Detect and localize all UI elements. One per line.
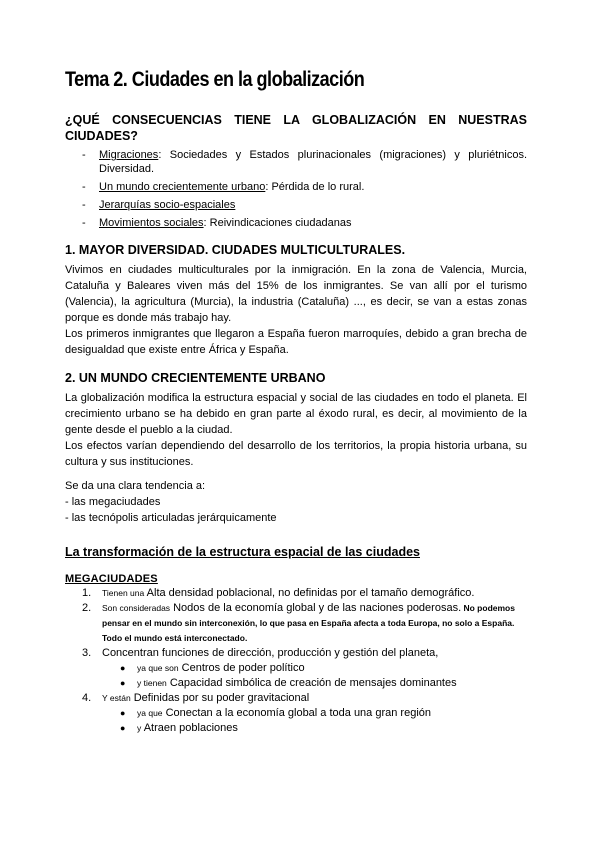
dash-bullet: - bbox=[82, 199, 86, 211]
list-item bbox=[65, 586, 527, 601]
list-item bbox=[65, 180, 527, 194]
section2-paragraph-2: Los efectos varían dependiendo del desarrollo de los territorios, la propia historia urbana, su cultura y sus instituciones. bbox=[65, 440, 527, 468]
item-intro: Son consideradas bbox=[102, 603, 171, 613]
item-note: No podemos pensar en el mundo sin interconexión, lo que pasa en España afecta a toda Europa, no solo a España. Todo el mundo está interconectado. bbox=[102, 603, 515, 643]
list-item bbox=[65, 198, 527, 212]
list-item bbox=[65, 601, 527, 646]
sub-intro: y bbox=[137, 723, 142, 733]
trend-tecnopolis: - las tecnópolis articuladas jerárquicamente bbox=[65, 512, 277, 524]
sub-text: Centros de poder político bbox=[178, 662, 305, 674]
item-number: 1. bbox=[82, 587, 92, 599]
dot-bullet: ● bbox=[120, 678, 126, 688]
section2-heading: 2. UN MUNDO CRECIENTEMENTE URBANO bbox=[65, 371, 326, 385]
item-text: Definidas por su poder gravitacional bbox=[130, 692, 310, 704]
sublist bbox=[102, 706, 527, 736]
sub-intro: ya que son bbox=[137, 663, 179, 673]
trend-megaciudades: - las megaciudades bbox=[65, 496, 161, 508]
main-question: ¿QUÉ CONSECUENCIAS TIENE LA GLOBALIZACIÓN EN NUESTRAS CIUDADES? bbox=[65, 113, 527, 143]
item-intro: Y están bbox=[102, 693, 131, 703]
item-number: 3. bbox=[82, 647, 92, 659]
transformation-heading: La transformación de la estructura espacial de las ciudades bbox=[65, 545, 420, 559]
sub-intro: y tienen bbox=[137, 678, 167, 688]
sub-text: Conectan a la economía global a toda una gran región bbox=[162, 707, 431, 719]
megaciudades-heading: MEGACIUDADES bbox=[65, 573, 158, 585]
dash-bullet: - bbox=[82, 181, 86, 193]
item-number: 2. bbox=[82, 602, 92, 614]
list-item bbox=[65, 646, 527, 691]
item-text: Alta densidad poblacional, no definidas por el tamaño demográfico. bbox=[144, 587, 475, 599]
section2-paragraph-1: La globalización modifica la estructura espacial y social de las ciudades en todo el planeta. El crecimiento urbano se ha debido en gran parte al éxodo rural, es decir, al movimiento de la gente desde el pueblo a la ciudad. bbox=[65, 392, 527, 436]
sub-text: Atraen poblaciones bbox=[141, 722, 238, 734]
document-title: Tema 2. Ciudades en la globalización bbox=[65, 68, 365, 91]
section1-paragraph-1: Vivimos en ciudades multiculturales por la inmigración. En la zona de Valencia, Murcia, Cataluña y Baleares viven más del 15% de los inmigrantes. Se van allí por el turismo (Valencia), la agricultura (Murcia), la industria (Cataluña) ..., es decir, se van a estas zonas porque es donde más trabajo hay. bbox=[65, 264, 527, 324]
sublist-item bbox=[102, 721, 527, 736]
item-number: 4. bbox=[82, 692, 92, 704]
sublist-item bbox=[102, 706, 527, 721]
item-text: Concentran funciones de dirección, producción y gestión del planeta, bbox=[102, 647, 439, 659]
document-page bbox=[65, 68, 527, 736]
dot-bullet: ● bbox=[120, 663, 126, 673]
dot-bullet: ● bbox=[120, 723, 126, 733]
sublist-item bbox=[102, 661, 527, 676]
term-urbano: Un mundo crecientemente urbano bbox=[99, 181, 266, 193]
term-jerarquias: Jerarquías socio-espaciales bbox=[99, 199, 236, 211]
term-migraciones: Migraciones bbox=[99, 149, 159, 161]
dot-bullet: ● bbox=[120, 708, 126, 718]
term-description: : Pérdida de lo rural. bbox=[265, 181, 365, 193]
term-movimientos: Movimientos sociales bbox=[99, 217, 204, 229]
list-item bbox=[65, 216, 527, 230]
term-description: : Reivindicaciones ciudadanas bbox=[203, 217, 352, 229]
section2-paragraph-3: Se da una clara tendencia a: bbox=[65, 480, 206, 492]
item-intro: Tienen una bbox=[102, 588, 145, 598]
section1-heading: 1. MAYOR DIVERSIDAD. CIUDADES MULTICULTURALES. bbox=[65, 243, 406, 257]
consequences-list bbox=[65, 148, 527, 230]
section1-paragraph-2: Los primeros inmigrantes que llegaron a España fueron marroquíes, debido a gran brecha de desigualdad que existe entre África y España. bbox=[65, 328, 527, 356]
sublist-item bbox=[102, 676, 527, 691]
sublist bbox=[102, 661, 527, 691]
megaciudades-list bbox=[65, 586, 527, 736]
dash-bullet: - bbox=[82, 217, 86, 229]
sub-intro: ya que bbox=[137, 708, 163, 718]
sub-text: Capacidad simbólica de creación de mensajes dominantes bbox=[166, 677, 457, 689]
dash-bullet: - bbox=[82, 149, 86, 161]
list-item bbox=[65, 148, 527, 176]
list-item bbox=[65, 691, 527, 736]
term-description: : Sociedades y Estados plurinacionales (migraciones) y pluriétnicos. Diversidad. bbox=[99, 149, 527, 175]
item-text: Nodos de la economía global y de las naciones poderosas. bbox=[170, 602, 462, 614]
